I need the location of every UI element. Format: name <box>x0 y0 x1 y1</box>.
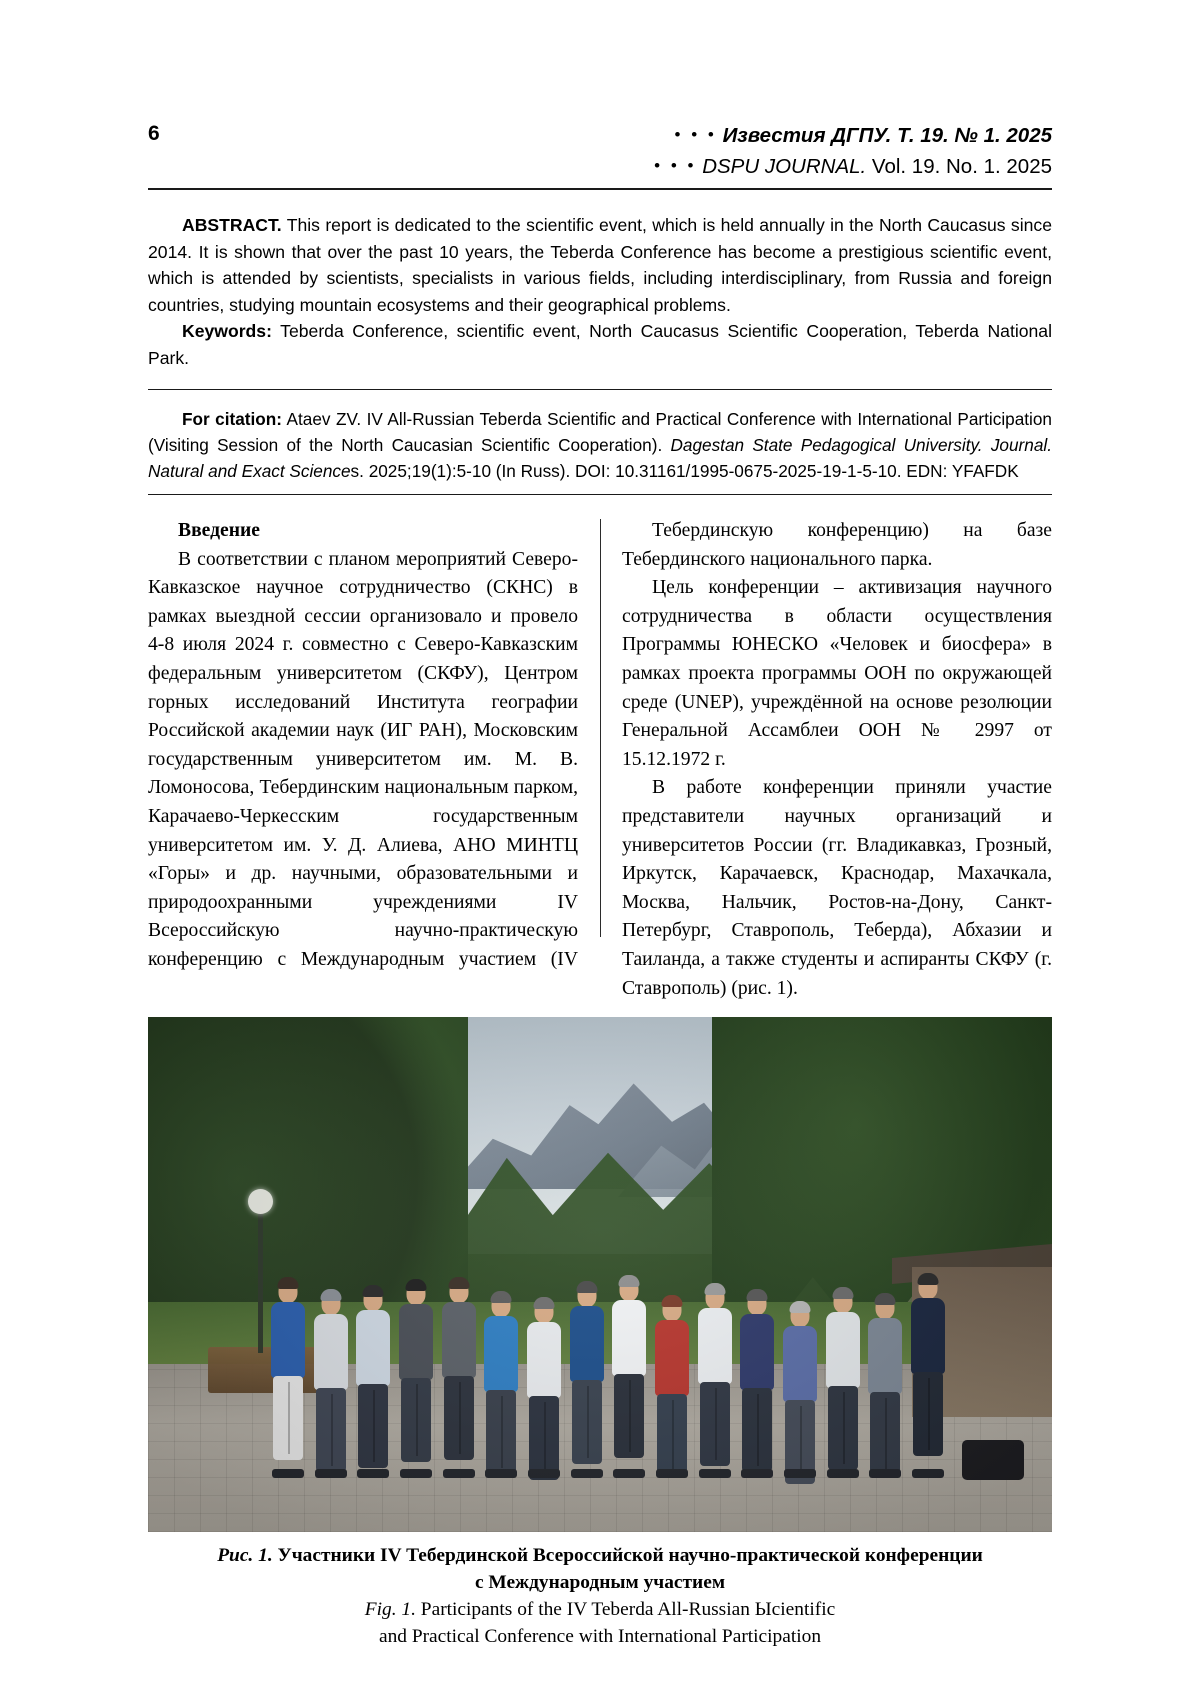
right-column-paragraph-1: Тебердинскую конференцию) на базе Тебердинского национального парка. <box>622 520 1052 570</box>
abstract-paragraph <box>148 212 1052 318</box>
person-figure <box>396 1282 436 1470</box>
group-photo-image <box>148 1017 1052 1532</box>
keywords-label: Keywords: <box>182 321 272 341</box>
dots-decoration-ru: • • • <box>674 125 717 144</box>
person-figure <box>780 1304 820 1470</box>
person-figure <box>865 1296 905 1470</box>
person-figure <box>439 1280 479 1470</box>
right-column-paragraph-2: Цель конференции – активизация научного сотрудничества в области осуществления Программы ЮНЕСКО «Человек и биосфера» в рамках проекта программы ООН по окружающей среде (UNEP), учреждённой на основе резолюции Генеральной Ассамблеи ООН № 2997 от 15.12.1972 г. <box>622 577 1052 770</box>
figure-caption-en-line2-wrap <box>148 1623 1052 1650</box>
figure-1 <box>148 1017 1052 1650</box>
journal-volume-en: Vol. 19. No. 1. 2025 <box>866 155 1052 178</box>
figure-caption-ru-line1: Участники IV Тебердинской Всероссийской научно-практической конференции <box>272 1545 983 1567</box>
figure-caption-en-line1: Participants of the IV Teberda All-Russian Ыcientific <box>415 1599 836 1621</box>
figure-label-ru: Рис. 1. <box>217 1545 273 1567</box>
figure-caption-ru-line2-wrap <box>148 1569 1052 1596</box>
figure-caption-en <box>148 1596 1052 1623</box>
journal-volume-ru: Т. 19. № 1. 2025 <box>891 124 1052 147</box>
person-figure <box>353 1288 393 1470</box>
abstract-text: This report is dedicated to the scientific event, which is held annually in the North Caucasus since 2014. It is shown that over the past 10 years, the Teberda Conference has become a prestigious scientific event, which is attended by scientists, specialists in various fields, including interdisciplinary, from Russia and foreign countries, studying mountain ecosystems and their geographical problems. <box>148 215 1052 315</box>
person-figure <box>695 1286 735 1470</box>
person-figure <box>481 1294 521 1470</box>
section-heading-introduction: Введение <box>178 520 260 541</box>
photo-lamp-globe <box>248 1189 273 1214</box>
photo-lamp-post <box>258 1203 263 1353</box>
figure-caption-en-line2: and Practical Conference with International Participation <box>378 1626 822 1648</box>
left-column-paragraph: В соответствии с планом мероприятий Северо-Кавказское научное сотрудничество (СКНС) в рамках выездной сессии организовало и провело 4-8 июля 2024 г. совместно с Северо-Кавказским федеральным университетом (СКФУ), Центром горных исследований Института географии Российской академии наук (ИГ РАН), Московским государственным университетом им. М. В. Ломоносова, Тебердинским национальным парком, Карачаево-Черкесским государственным университетом им. У. Д. Алиева, АНО МИНТЦ «Горы» и др. научными, образовательными и природоохранными учреждениями IV Всероссийскую научно-практическую конференцию с Международным участием (IV <box>148 548 578 970</box>
citation-text-part2: s. 2025;19(1):5-10 (In Russ). DOI: 10.31161/1995-0675-2025-19-1-5-10. EDN: YFAFDK <box>350 461 1019 481</box>
person-figure <box>609 1278 649 1470</box>
page-content <box>148 120 1052 1650</box>
person-figure <box>311 1292 351 1470</box>
column-divider <box>600 519 601 937</box>
abstract-label: ABSTRACT. <box>182 215 282 235</box>
citation-label: For citation: <box>182 409 283 429</box>
citation-paragraph <box>148 406 1052 484</box>
figure-label-en: Fig. 1. <box>364 1599 416 1621</box>
dots-decoration-en: • • • <box>654 156 697 175</box>
figure-caption-ru-line2: с Международным участием <box>474 1572 726 1594</box>
citation-journal-italic: Dagestan State Pedagogical University. Journal. Natural and Exact Science <box>148 435 1052 481</box>
photo-luggage <box>962 1440 1024 1480</box>
person-figure <box>652 1298 692 1470</box>
right-column <box>622 517 1052 1003</box>
citation-block <box>148 389 1052 495</box>
photo-participants-group <box>268 1230 948 1470</box>
keywords-paragraph <box>148 318 1052 371</box>
page-number: 6 <box>148 122 160 145</box>
right-column-paragraph-3: В работе конференции приняли участие представители научных организаций и университетов России (гг. Владикавказ, Грозный, Иркутск, Карачаевск, Краснодар, Махачкала, Москва, Нальчик, Ростов-на-Дону, Санкт-Петербург, Ставрополь, Теберда), Абхазии и Таиланда, а также студенты и аспиранты СКФУ (г. Ставрополь) (рис. 1). <box>622 777 1052 999</box>
figure-caption <box>148 1542 1052 1650</box>
body-columns <box>148 517 1052 1003</box>
journal-title-en: DSPU JOURNAL. <box>702 155 867 178</box>
person-figure <box>908 1276 948 1470</box>
keywords-text: Teberda Conference, scientific event, North Caucasus Scientific Cooperation, Teberda National Park. <box>148 321 1052 368</box>
person-figure <box>567 1284 607 1470</box>
figure-caption-ru <box>148 1542 1052 1569</box>
abstract-block <box>148 212 1052 371</box>
person-figure <box>524 1300 564 1470</box>
left-column <box>148 517 578 1003</box>
person-figure <box>268 1280 308 1470</box>
citation-text-part1: Ataev ZV. IV All-Russian Teberda Scientific and Practical Conference with International Participation (Visiting Session of the North Caucasian Scientific Cooperation). <box>148 409 1052 455</box>
journal-title-ru: Известия ДГПУ. <box>722 124 892 147</box>
running-head <box>148 120 1052 190</box>
person-figure <box>737 1292 777 1470</box>
running-title-ru <box>654 120 1052 151</box>
journal-running-title <box>654 120 1052 182</box>
running-title-en <box>654 151 1052 182</box>
person-figure <box>823 1290 863 1470</box>
